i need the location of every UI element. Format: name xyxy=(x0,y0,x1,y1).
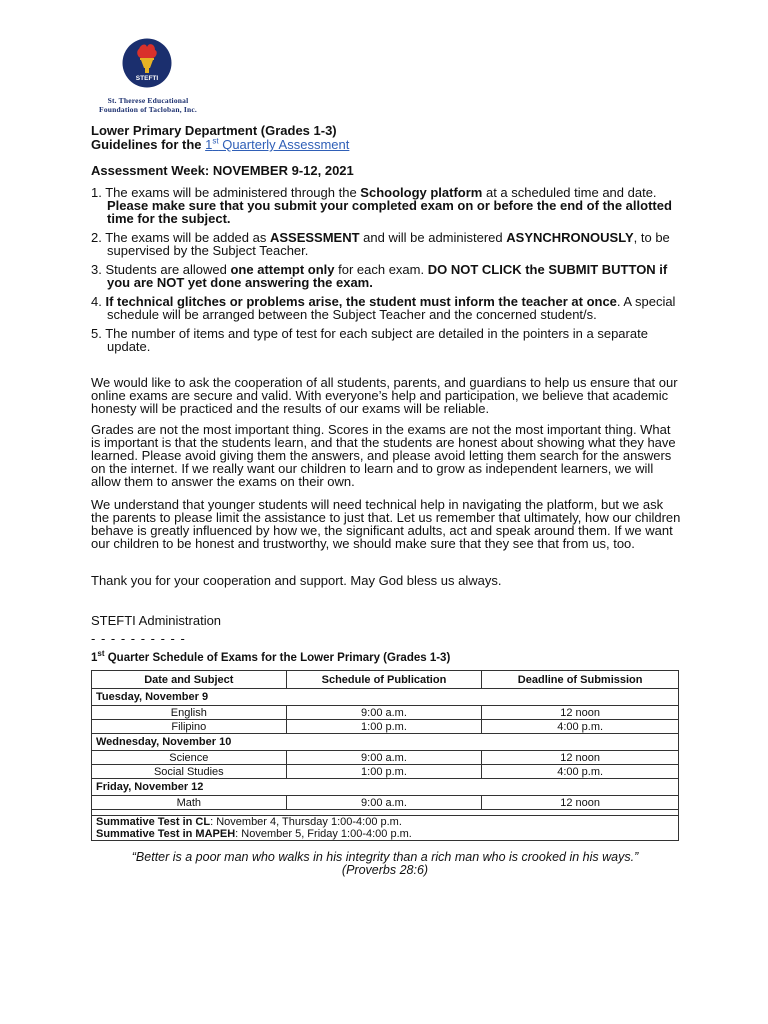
rules-list xyxy=(91,186,681,359)
divider: - - - - - - - - - - xyxy=(91,631,186,646)
table-row xyxy=(92,796,679,810)
paragraph-thanks: Thank you for your cooperation and support. May God bless us always. xyxy=(91,573,502,588)
note-mapeh: Summative Test in MAPEH: November 5, Friday 1:00-4:00 p.m. xyxy=(96,828,412,840)
deadline-cell: 4:00 p.m. xyxy=(482,720,679,734)
school-logo xyxy=(122,38,172,88)
org-name-line1: St. Therese Educational xyxy=(107,96,189,105)
publication-cell: 9:00 a.m. xyxy=(286,796,482,810)
quote-text: “Better is a poor man who walks in his integrity than a rich man who is crooked in his ways.” xyxy=(131,850,639,864)
org-name-line2: Foundation of Tacloban, Inc. xyxy=(99,105,197,114)
table-row xyxy=(92,751,679,765)
publication-cell: 1:00 p.m. xyxy=(286,720,482,734)
organization-name xyxy=(88,96,208,114)
guidelines-title xyxy=(91,138,349,152)
guidelines-prefix: Guidelines for the xyxy=(91,137,206,152)
table-row xyxy=(92,720,679,734)
department-title: Lower Primary Department (Grades 1-3) xyxy=(91,123,337,138)
deadline-cell: 12 noon xyxy=(482,796,679,810)
link-num: 1 xyxy=(205,137,213,152)
signature: STEFTI Administration xyxy=(91,613,222,628)
paragraph-grades: Grades are not the most important thing. Scores in the exams are not the most important thing. What is important is that the students learn, and that the students are honest about showing what they have learned. Please avoid giving them the answers, and please avoid letting them search for the answers on the internet. If we really want our children to learn and to grow as independent learners, we will allow them to answer the exams on their own. xyxy=(91,422,676,489)
deadline-cell: 12 noon xyxy=(482,751,679,765)
schedule-title: 1st Quarter Schedule of Exams for the Lower Primary (Grades 1-3) xyxy=(91,649,451,664)
notes-row xyxy=(92,816,679,841)
quote-source: (Proverbs 28:6) xyxy=(341,863,429,877)
day-label: Friday, November 12 xyxy=(92,779,679,796)
table-row xyxy=(92,706,679,720)
link-sup: st xyxy=(212,136,219,146)
paragraph-cooperation: We would like to ask the cooperation of all students, parents, and guardians to help us ensure that our online exams are secure and valid. With everyone’s help and participation, we believe that academic honesty will be practiced and the results of our exams will be reliable. xyxy=(91,375,678,416)
subject-cell: English xyxy=(92,706,287,720)
day-label: Tuesday, November 9 xyxy=(92,689,679,706)
publication-cell: 9:00 a.m. xyxy=(286,706,482,720)
quarterly-assessment-link[interactable] xyxy=(205,137,349,152)
bible-quote xyxy=(91,851,679,877)
deadline-cell: 4:00 p.m. xyxy=(482,765,679,779)
paragraph-parents: We understand that younger students will need technical help in navigating the platform, but we ask the parents to please limit the assistance to just that. Let us remember that ultimately, how our children behave is greatly influenced by how we, the significant adults, act and speak around them. If we want our children to be honest and trustworthy, we should make sure that they see that from us, too. xyxy=(91,497,681,551)
col-header-publication: Schedule of Publication xyxy=(286,671,482,689)
rule-item-1: 1. The exams will be administered through the Schoology platform at a scheduled time and date. Please make sure that you submit your completed exam on or before the end of the allotted time for the subject. xyxy=(91,185,672,226)
day-label: Wednesday, November 10 xyxy=(92,734,679,751)
schedule-table xyxy=(91,670,679,841)
col-header-deadline: Deadline of Submission xyxy=(482,671,679,689)
subject-cell: Social Studies xyxy=(92,765,287,779)
day-row xyxy=(92,689,679,706)
col-header-date: Date and Subject xyxy=(92,671,287,689)
publication-cell: 1:00 p.m. xyxy=(286,765,482,779)
assessment-week: Assessment Week: NOVEMBER 9-12, 2021 xyxy=(91,163,354,178)
subject-cell: Math xyxy=(92,796,287,810)
rule-item-5: 5. The number of items and type of test for each subject are detailed in the pointers in a separate update. xyxy=(91,326,648,354)
subject-cell: Filipino xyxy=(92,720,287,734)
table-header-row xyxy=(92,671,679,689)
summative-notes xyxy=(92,816,679,841)
rule-item-4: 4. If technical glitches or problems arise, the student must inform the teacher at once. A special schedule will be arranged between the Subject Teacher and the concerned student/s. xyxy=(91,294,676,322)
rule-item-2: 2. The exams will be added as ASSESSMENT and will be administered ASYNCHRONOUSLY, to be supervised by the Subject Teacher. xyxy=(91,230,670,258)
document-header xyxy=(91,124,349,152)
subject-cell: Science xyxy=(92,751,287,765)
day-row xyxy=(92,779,679,796)
table-row xyxy=(92,765,679,779)
deadline-cell: 12 noon xyxy=(482,706,679,720)
publication-cell: 9:00 a.m. xyxy=(286,751,482,765)
day-row xyxy=(92,734,679,751)
note-cl: Summative Test in CL: November 4, Thursday 1:00-4:00 p.m. xyxy=(96,816,402,828)
logo-text: STEFTI xyxy=(135,75,159,82)
rule-item-3: 3. Students are allowed one attempt only for each exam. DO NOT CLICK the SUBMIT BUTTON if you are NOT yet done answering the exam. xyxy=(91,262,668,290)
link-text: Quarterly Assessment xyxy=(218,137,350,152)
